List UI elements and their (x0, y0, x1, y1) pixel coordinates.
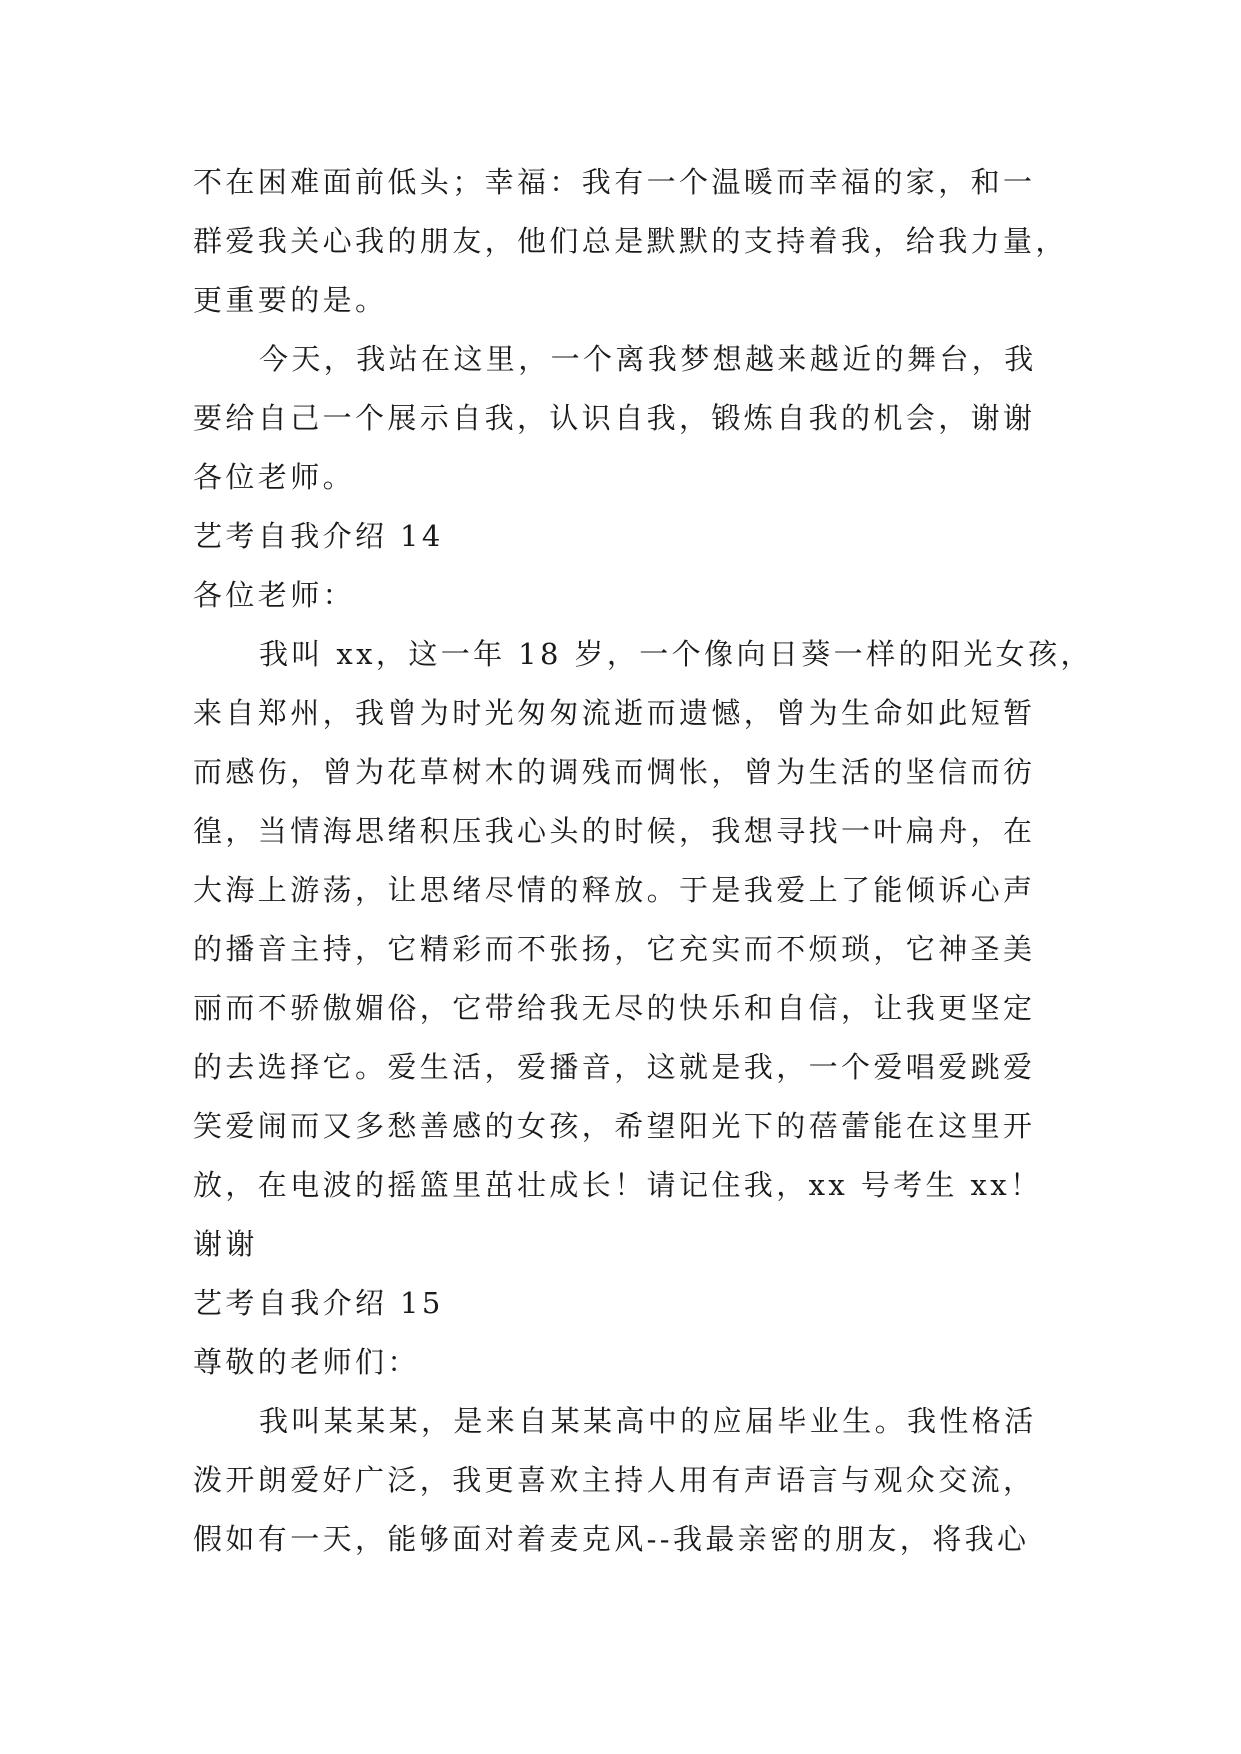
paragraph (193, 330, 1073, 507)
salutation: 尊敬的老师们： (193, 1345, 420, 1379)
text-line: 大海上游荡，让思绪尽情的释放。于是我爱上了能倾诉心声 (193, 873, 1036, 907)
section-heading: 艺考自我介绍 14 (193, 519, 444, 553)
text-line: 不在困难面前低头；幸福：我有一个温暖而幸福的家，和一 (193, 165, 1036, 199)
text-line: 的播音主持，它精彩而不张扬，它充实而不烦琐，它神圣美 (193, 932, 1036, 966)
paragraph (193, 1392, 1073, 1569)
text-line: 的去选择它。爱生活，爱播音，这就是我，一个爱唱爱跳爱 (193, 1050, 1036, 1084)
document-body (193, 153, 1093, 1569)
text-line: 而感伤，曾为花草树木的调残而惆怅，曾为生活的坚信而彷 (193, 755, 1036, 789)
text-line: 我叫某某某，是来自某某高中的应届毕业生。我性格活 (259, 1404, 1037, 1438)
text-line: 笑爱闹而又多愁善感的女孩，希望阳光下的蓓蕾能在这里开 (193, 1109, 1036, 1143)
paragraph (193, 625, 1093, 1274)
salutation: 各位老师： (193, 578, 356, 612)
text-line: 泼开朗爱好广泛，我更喜欢主持人用有声语言与观众交流， (193, 1463, 1036, 1497)
section-heading: 艺考自我介绍 15 (193, 1286, 444, 1320)
text-line: 假如有一天，能够面对着麦克风--我最亲密的朋友，将我心 (193, 1522, 1030, 1556)
text-line: 各位老师。 (193, 460, 356, 494)
text-line: 今天，我站在这里，一个离我梦想越来越近的舞台，我 (259, 342, 1037, 376)
text-line: 徨，当情海思绪积压我心头的时候，我想寻找一叶扁舟，在 (193, 814, 1036, 848)
text-line: 来自郑州，我曾为时光匆匆流逝而遗憾，曾为生命如此短暂 (193, 696, 1036, 730)
text-line: 群爱我关心我的朋友，他们总是默默的支持着我，给我力量， (193, 224, 1068, 258)
text-line: 谢谢 (193, 1227, 258, 1261)
paragraph (193, 153, 1073, 330)
text-line: 丽而不骄傲媚俗，它带给我无尽的快乐和自信，让我更坚定 (193, 991, 1036, 1025)
text-line: 要给自己一个展示自我，认识自我，锻炼自我的机会，谢谢 (193, 401, 1036, 435)
text-line: 更重要的是。 (193, 283, 388, 317)
text-line: 放，在电波的摇篮里茁壮成长！请记住我，xx 号考生 xx！ (193, 1168, 1043, 1202)
text-line: 我叫 xx，这一年 18 岁，一个像向日葵一样的阳光女孩， (259, 637, 1093, 671)
